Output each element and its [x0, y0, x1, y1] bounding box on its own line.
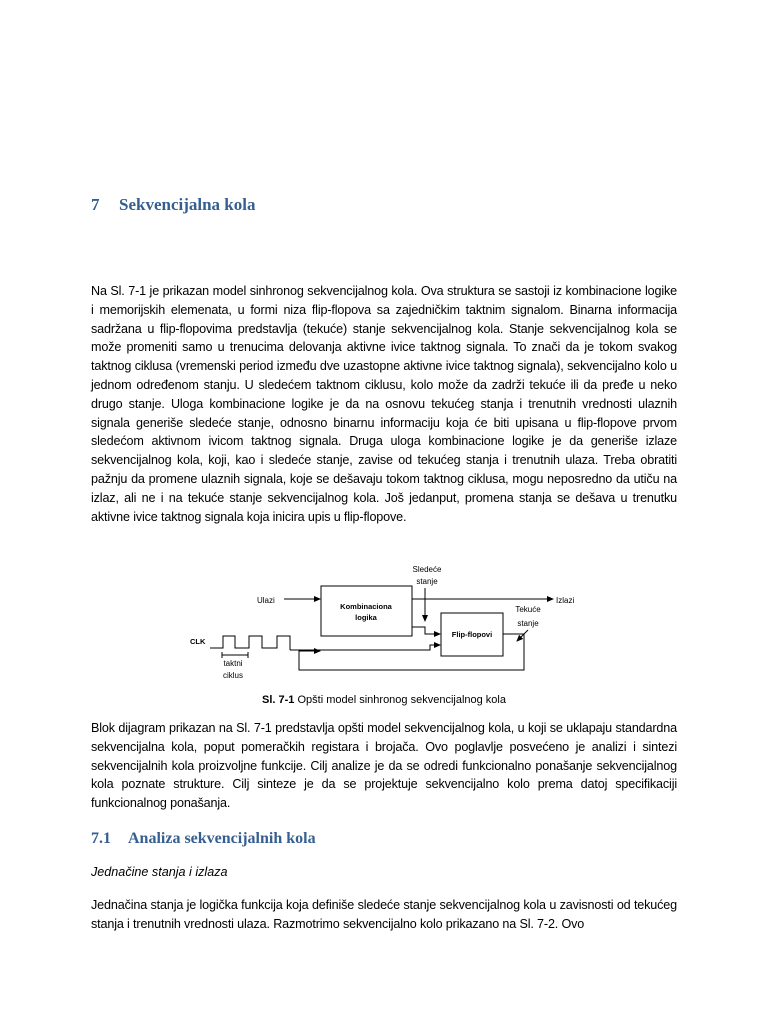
- section-title: Sekvencijalna kola: [119, 195, 256, 214]
- next-state-line: [412, 627, 440, 634]
- subsection-heading: [91, 830, 316, 848]
- label-combinational-1: Kombinaciona: [340, 602, 392, 611]
- combinational-logic-block: [321, 586, 412, 636]
- paragraph-3: Jednačina stanja je logička funkcija koja definiše sledeće stanje sekvencijalnog kola u zavisnosti od tekućeg stanja i trenutnih vrednosti ulaza. Razmotrimo sekvencijalno kolo prikazano na Sl. 7-2. Ovo: [91, 898, 677, 931]
- label-clk: CLK: [190, 637, 206, 646]
- label-cycle-2: ciklus: [222, 671, 244, 680]
- subheading: Jednačine stanja i izlaza: [91, 865, 228, 879]
- paragraph-2: Blok dijagram prikazan na Sl. 7-1 predstavlja opšti model sekvencijalnog kola, u koji se uklapaju standardna sekvencijalna kola, poput pomeračkih registara i brojača. Ovo poglavlje posvećeno je analizi i sintezi sekvencijalnih kola proizvoljne funkcije. Cilj analize je da se odredi funkcionalno ponašanje sekvencijalnog kola poznate strukture. Cilj sinteze je da se projektuje sekvencijalno kolo prema datoj specifikaciji funkcionalnog ponašanja.: [91, 721, 677, 811]
- clock-line: [290, 645, 440, 650]
- label-cycle-1: taktni: [223, 659, 243, 668]
- current-state-pointer: [517, 630, 528, 641]
- figure-caption-text: Opšti model sinhronog sekvencijalnog kola: [294, 694, 506, 706]
- label-current-state-2: stanje: [517, 619, 539, 628]
- subsection-number: 7.1: [91, 830, 111, 847]
- label-flip-flops: Flip-flopovi: [451, 630, 493, 639]
- label-combinational-2: logika: [355, 613, 377, 622]
- figure-caption-ref: Sl. 7-1: [262, 694, 295, 706]
- label-next-state-1: Sledeće: [412, 565, 442, 574]
- section-number: 7: [91, 195, 100, 214]
- intro-paragraph: Na Sl. 7-1 je prikazan model sinhronog sekvencijalnog kola. Ova struktura se sastoji iz kombinacione logike i memorijskih elemenata, u formi niza flip-flopova sa zajedničkim taktnim signalom. Binarna informacija sadržana u flip-flopovima predstavlja (tekuće) stanje sekvencijalnog kola. Stanje sekvencijalnog kola se može promeniti samo u trenucima delovanja aktivne ivice taktnog signala. To znači da je tokom svakog taktnog ciklusa (vremenski period između dve uzastopne aktivne ivice taktnog signala), sekvencijalno kolo u jednom određenom stanju. U sledećem taktnom ciklusu, kolo može da zadrži tekuće ili da pređe u neko drugo stanje. Uloga kombinacione logike je da na osnovu tekućeg stanja i trenutnih vrednosti ulaznih signala generiše sledeće stanje, odnosno binarnu informaciju koja će biti upisana u flip-flopove prvom sledećom aktivnom ivicom taktnog signala. Druga uloga kombinacione logike je da generiše izlaze sekvencijalnog kola, koji, kao i sledeće stanje, zavise od tekućeg stanja i trenutnih ulaza. Treba obratiti pažnju da promene ulaznih signala, koje se dešavaju tokom taktnog ciklusa, mogu neposredno da utiču na izlaz, ali ne i na tekuće stanje sekvencijalnog kola. Još jedanput, promena stanja se dešava u trenutku aktivne ivice taktnog signala koja inicira upis u flip-flopove.: [91, 284, 677, 524]
- label-outputs: Izlazi: [556, 596, 575, 605]
- clock-waveform: [210, 636, 290, 650]
- subsection-title: Analiza sekvencijalnih kola: [128, 830, 316, 847]
- label-inputs: Ulazi: [257, 596, 275, 605]
- label-next-state-2: stanje: [416, 577, 438, 586]
- feedback-line: [299, 634, 524, 670]
- label-current-state-1: Tekuće: [515, 605, 541, 614]
- figure-caption: [0, 694, 768, 706]
